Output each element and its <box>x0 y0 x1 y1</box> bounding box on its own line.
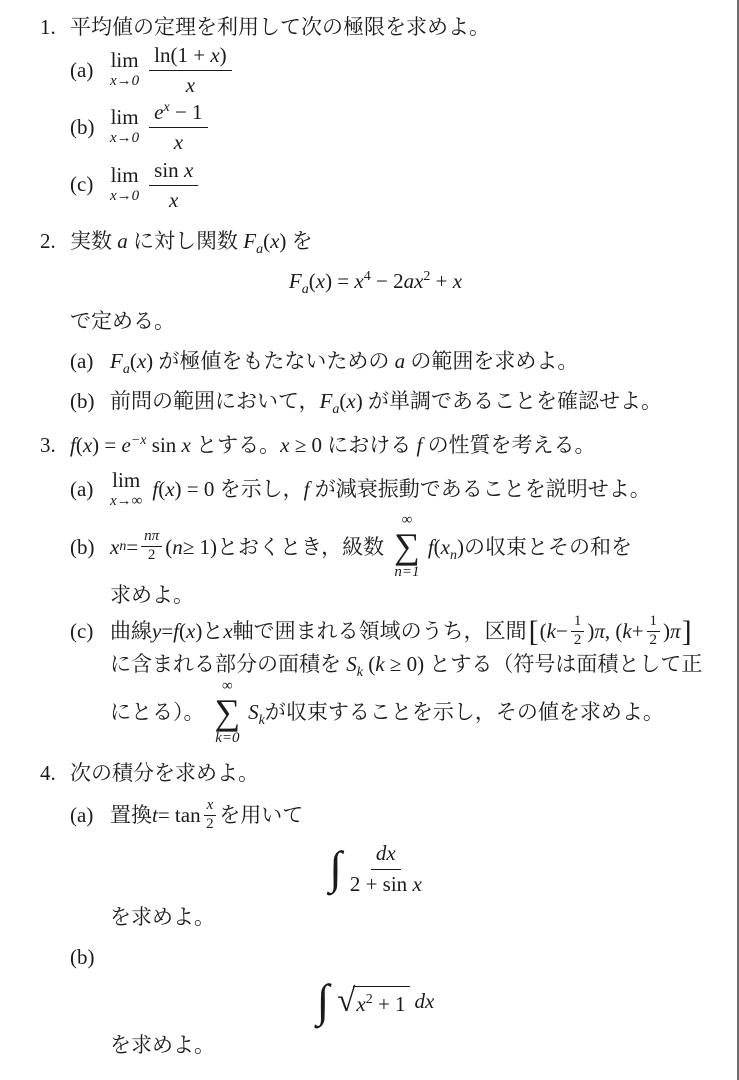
math-roman: ) <box>219 43 227 67</box>
integral-symbol: ∫ <box>316 975 330 1026</box>
problem-2-part-a <box>70 348 737 378</box>
math-var: x <box>82 433 93 458</box>
fraction <box>350 840 422 895</box>
math-var: x <box>354 268 364 293</box>
problem-number: 3. <box>40 433 56 458</box>
lim-subscript: x→0 <box>110 73 140 90</box>
sum-term <box>248 699 265 729</box>
math-var: k <box>622 619 632 644</box>
math-var: F <box>243 228 257 253</box>
math-roman: sin <box>146 433 182 458</box>
sqrt-expression <box>337 982 409 1019</box>
math-roman: ( <box>263 228 271 253</box>
math-var: x <box>165 477 175 502</box>
small-fraction <box>647 614 661 649</box>
math-var: k <box>375 651 385 676</box>
math-var: f <box>427 534 434 559</box>
text: にとる）。 <box>110 700 205 725</box>
small-fraction <box>141 529 162 564</box>
numerator: 1 <box>647 614 661 632</box>
sum-operator <box>215 679 241 746</box>
part-text <box>152 476 650 502</box>
part-label: (b) <box>70 944 95 969</box>
math-var: π <box>594 619 605 644</box>
math-var: F <box>110 349 123 374</box>
problem-3-part-c-line1 <box>70 614 737 649</box>
text: を用いて <box>219 803 304 828</box>
problem-4 <box>40 760 737 1058</box>
math-roman: ≥ 0) <box>384 651 425 676</box>
math-var: x <box>356 991 366 1016</box>
text: が極値をもたないための <box>153 349 395 374</box>
math-roman: ln(1 + <box>154 43 211 67</box>
text: の範囲を求めよ。 <box>405 349 579 374</box>
math-var: e <box>121 433 131 458</box>
problem-2-body <box>70 228 737 418</box>
math-var: x <box>346 389 356 414</box>
problem-1-part-a <box>70 42 737 97</box>
denominator: x <box>173 130 184 155</box>
lim-subscript: x→0 <box>110 130 140 147</box>
part-label: (b) <box>70 389 95 414</box>
text: とする。 <box>190 433 281 458</box>
math-roman: ) <box>195 619 203 644</box>
limit-operator <box>110 470 142 509</box>
problem-3-part-b-cont: 求めよ。 <box>110 583 194 608</box>
summation-symbol: ∑ <box>214 691 241 732</box>
denominator: x <box>185 73 196 98</box>
problem-1-heading: 平均値の定理を利用して次の極限を求めよ。 <box>70 15 490 39</box>
part-label: (b) <box>70 534 95 559</box>
subscript: a <box>332 402 340 418</box>
problem-4-heading: 次の積分を求めよ。 <box>70 760 259 785</box>
fraction <box>149 99 207 154</box>
denominator: 2 <box>573 632 582 649</box>
text: 前問の範囲において， <box>110 389 320 414</box>
part-label: (b) <box>70 114 95 139</box>
math-var: a <box>394 349 406 374</box>
subscript: a <box>122 362 130 378</box>
lim-text: lim <box>110 105 139 130</box>
problem-number: 1. <box>40 15 56 39</box>
problem-3-part-b: (b) x n = $\frac{n\pi}{2}$ ( n ≥ 1) とおくとき，級数 ∞ ∑ n=1 $f(x_n)$ の収束とその和を <box>70 512 632 581</box>
numerator <box>149 99 207 128</box>
math-var: x <box>110 534 120 559</box>
text: 実数 <box>70 228 118 253</box>
math-roman: sin <box>154 157 184 182</box>
math-var: n <box>172 534 183 559</box>
text: を <box>291 228 313 253</box>
limit-operator <box>110 162 140 204</box>
math-var: f <box>416 433 423 458</box>
math-var: π <box>670 619 681 644</box>
subscript: k <box>258 713 265 729</box>
text: に対し関数 <box>127 228 244 253</box>
part-text <box>110 348 579 378</box>
right-bracket: ] <box>681 614 692 648</box>
math-roman: ) = <box>325 268 355 293</box>
math-roman: ( <box>158 477 166 502</box>
math-var: f <box>303 477 310 502</box>
math-roman: + <box>631 619 644 644</box>
denominator: 2 <box>147 547 156 564</box>
problem-number: 4. <box>40 760 56 785</box>
numerator: nπ <box>141 529 162 547</box>
text: と <box>202 619 224 644</box>
superscript: 4 <box>363 268 371 284</box>
sum-lower-limit: n=1 <box>394 564 420 581</box>
part-label: (a) <box>70 477 94 502</box>
sqrt-radicand <box>353 986 409 1017</box>
lim-subscript: x→∞ <box>110 493 143 510</box>
sqrt-symbol: √ <box>337 982 356 1019</box>
math-var: F <box>319 389 333 414</box>
math-roman: ) <box>663 619 671 644</box>
math-roman: ) = <box>92 433 122 458</box>
text: とする（符号は面積として正 <box>424 651 703 676</box>
text: の収束とその和を <box>463 534 632 559</box>
math-roman: ) <box>355 389 363 414</box>
limit-operator <box>110 107 139 146</box>
problem-2-heading <box>70 228 737 258</box>
sum-upper-limit: ∞ <box>401 512 413 529</box>
math-var: x <box>181 433 191 458</box>
sum-term <box>427 534 464 563</box>
problem-3-body <box>70 432 737 746</box>
problem-2 <box>40 228 737 418</box>
math-roman: ≥ 1) <box>182 534 217 559</box>
math-var: x <box>186 619 196 644</box>
math-roman: = <box>126 534 139 559</box>
problem-3 <box>40 432 737 746</box>
math-var: x <box>452 268 463 293</box>
problem-4-part-a <box>70 798 737 833</box>
math-roman: ) <box>456 534 464 559</box>
problem-2-after-text: で定める。 <box>70 309 175 334</box>
math-roman: = tan <box>157 803 201 828</box>
math-var: f <box>152 477 159 502</box>
math-var: x <box>440 534 450 559</box>
lim-subscript: x→0 <box>110 187 140 204</box>
math-roman: ) <box>146 349 154 374</box>
summation-symbol: ∑ <box>394 526 420 567</box>
math-var: x <box>183 157 194 182</box>
text: とおくとき，級数 <box>216 534 385 559</box>
math-roman: ( <box>75 433 83 458</box>
display-integral-1 <box>70 840 681 895</box>
fraction <box>149 157 198 212</box>
math-var: f <box>70 433 76 458</box>
math-var: a <box>403 268 415 293</box>
subscript: k <box>356 664 363 680</box>
part-label: (a) <box>70 803 94 828</box>
math-roman: ) = 0 <box>174 477 215 502</box>
small-fraction <box>571 614 585 649</box>
math-roman: ( <box>308 268 316 293</box>
part-label: (c) <box>70 172 94 197</box>
limit-operator <box>110 50 139 89</box>
math-roman: − <box>556 619 568 644</box>
problem-3-part-c-line2 <box>110 651 737 680</box>
numerator: dx <box>371 840 401 869</box>
superscript: 2 <box>423 268 431 284</box>
problem-number: 2. <box>40 228 56 253</box>
math-roman: + <box>430 268 453 293</box>
math-var: x <box>315 268 326 293</box>
text: が収束することを示し，その値を求めよ。 <box>264 700 664 725</box>
problem-4-part-b-after: を求めよ。 <box>110 1033 215 1057</box>
subscript: a <box>256 242 264 258</box>
text: ≥ 0 における <box>289 433 417 458</box>
display-integral-2 <box>70 975 681 1026</box>
math-var: x <box>412 871 422 896</box>
integral-symbol: ∫ <box>329 842 342 894</box>
math-var: F <box>288 268 302 293</box>
small-fraction <box>204 798 217 833</box>
text: 置換 <box>110 803 152 828</box>
math-roman: ) <box>279 228 292 253</box>
math-var: S <box>248 700 259 725</box>
numerator: 1 <box>571 614 585 632</box>
part-label: (a) <box>70 57 94 82</box>
math-roman: ) <box>587 619 595 644</box>
math-var: x <box>414 268 424 293</box>
math-var: x <box>223 619 233 644</box>
math-var: x <box>210 43 220 67</box>
subscript: n <box>449 547 457 563</box>
part-text <box>110 388 662 418</box>
part-label: (c) <box>70 619 94 644</box>
text: が減衰振動であることを説明せよ。 <box>309 477 651 502</box>
math-roman: − 2 <box>370 268 404 293</box>
display-equation <box>70 268 681 298</box>
math-roman: − 1 <box>169 100 203 125</box>
math-roman: + 1 <box>372 991 406 1016</box>
math-roman: = <box>161 619 174 644</box>
math-roman: ( <box>165 534 173 559</box>
problem-4-part-a-after: を求めよ。 <box>110 904 215 929</box>
sum-upper-limit: ∞ <box>221 677 233 694</box>
math-var: e <box>154 100 164 125</box>
numerator <box>149 42 232 71</box>
sum-lower-limit: k=0 <box>215 729 240 746</box>
left-bracket: [ <box>528 614 539 648</box>
math-var: k <box>546 619 556 644</box>
lim-text: lim <box>110 162 139 187</box>
problem-3-part-c-line3 <box>110 679 737 746</box>
problem-1-body <box>70 14 737 212</box>
math-var: dx <box>414 988 435 1013</box>
math-var: f <box>173 619 180 644</box>
superscript: −x <box>130 433 147 449</box>
equation <box>288 268 463 298</box>
text: を示し， <box>214 477 304 502</box>
lim-text: lim <box>110 48 139 73</box>
text: に含まれる部分の面積を <box>110 651 347 676</box>
denominator: x <box>169 187 179 212</box>
math-var: x <box>136 349 147 374</box>
math-var: y <box>152 619 162 644</box>
numerator <box>149 157 198 186</box>
problem-4-body <box>70 760 737 1058</box>
superscript: 2 <box>365 991 373 1007</box>
problem-1 <box>40 14 737 212</box>
math-var: S <box>346 651 357 676</box>
subscript: a <box>301 282 309 298</box>
text: の性質を考える。 <box>422 433 596 458</box>
part-label: (a) <box>70 349 94 374</box>
problem-1-part-b <box>70 99 737 154</box>
text: が単調であることを確認せよ。 <box>362 389 662 414</box>
problem-2-part-b <box>70 388 737 418</box>
math-var: x <box>270 228 280 253</box>
sum-operator <box>394 513 420 580</box>
math-roman: ( <box>362 651 376 676</box>
lim-text: lim <box>112 468 141 493</box>
superscript: x <box>163 100 170 116</box>
denominator: 2 <box>206 815 214 832</box>
denominator: 2 <box>649 632 658 649</box>
math-roman: ( <box>339 389 347 414</box>
math-roman: ( <box>129 349 137 374</box>
math-roman: ( <box>179 619 187 644</box>
text: 軸で囲まれる領域のうち，区間 <box>232 619 527 644</box>
text: 曲線 <box>110 619 152 644</box>
problem-1-part-c <box>70 157 737 212</box>
math-var: x <box>280 433 290 458</box>
denominator <box>350 870 422 896</box>
math-roman: 2 + sin <box>349 871 413 896</box>
problem-3-part-a <box>70 470 737 509</box>
math-roman: , ( <box>604 619 623 644</box>
numerator: x <box>204 798 217 816</box>
math-roman: ( <box>433 534 441 559</box>
problem-3-heading <box>70 432 737 458</box>
math-var: t <box>152 803 158 828</box>
fraction <box>149 42 232 97</box>
math-var: a <box>117 228 128 253</box>
problem-4-part-b <box>70 944 737 970</box>
math-roman: ( <box>539 619 547 644</box>
